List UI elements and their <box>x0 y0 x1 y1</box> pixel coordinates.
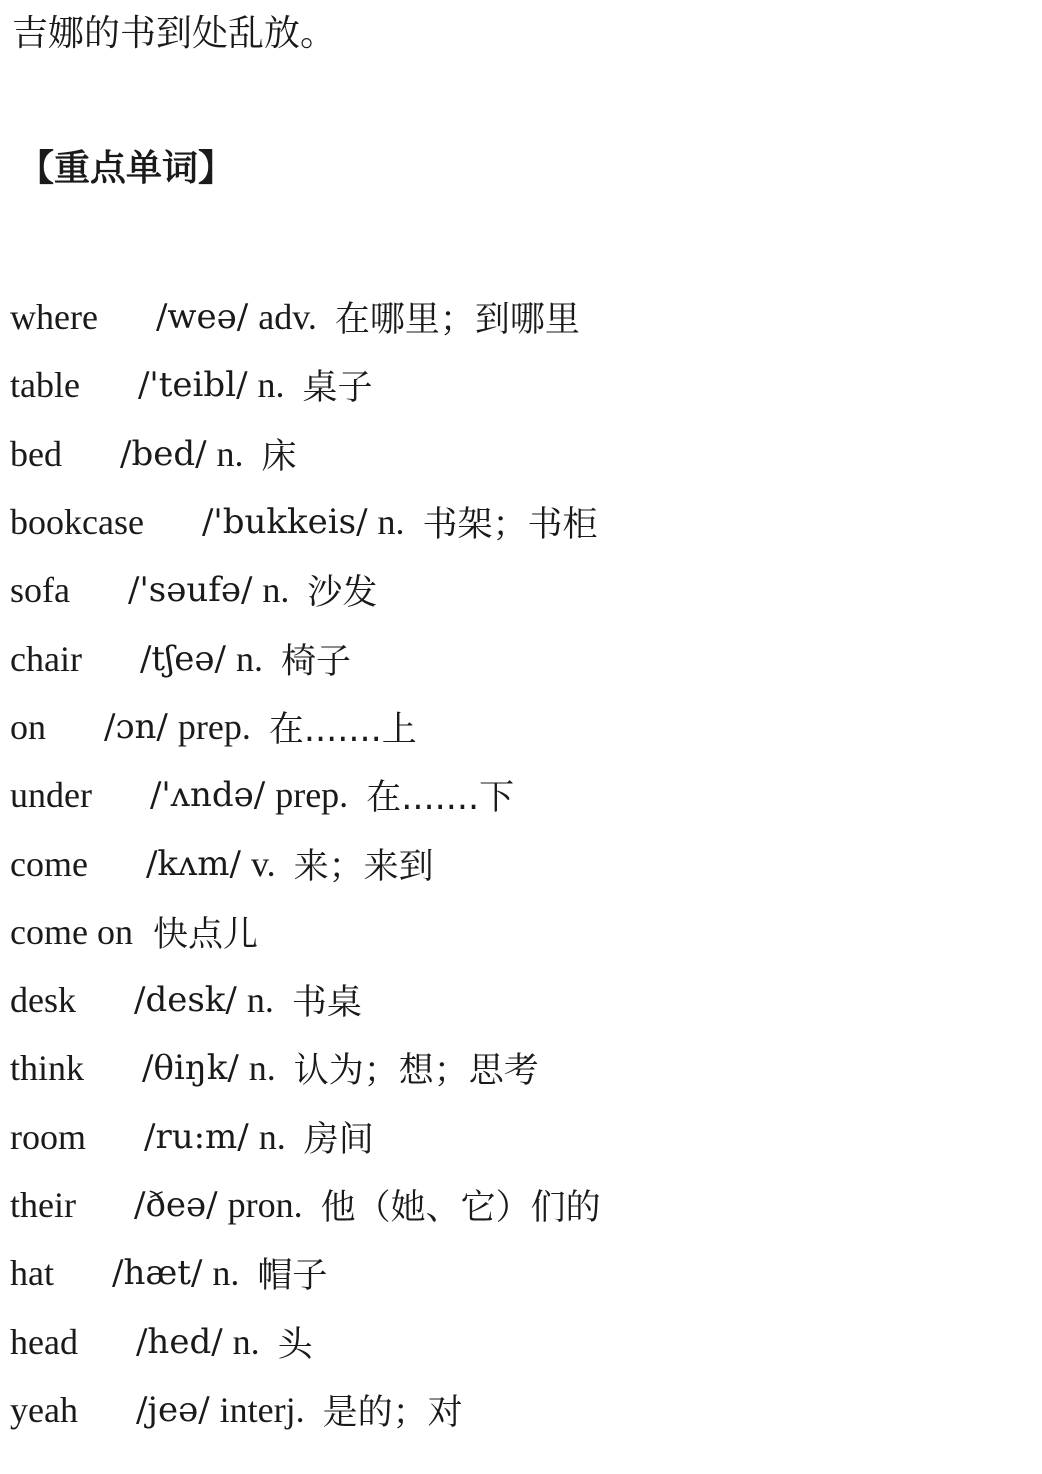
vocab-part-of-speech: n. <box>377 502 405 543</box>
vocab-part-of-speech: n. <box>258 1116 286 1157</box>
vocab-word: hat <box>10 1253 54 1294</box>
vocab-phonetic: /hæt/ <box>111 1253 203 1294</box>
vocab-word: bed <box>10 433 62 474</box>
vocab-row-come <box>10 829 970 897</box>
vocab-row-hat <box>10 1239 970 1307</box>
vocab-phonetic: /bed/ <box>119 433 207 474</box>
vocab-word: chair <box>10 638 82 679</box>
vocab-phonetic: /tʃeə/ <box>139 638 226 679</box>
vocab-part-of-speech: prep. <box>177 706 251 747</box>
vocab-row-where <box>10 283 970 351</box>
intro-sentence: 吉娜的书到处乱放。 <box>12 13 337 54</box>
vocab-word: yeah <box>10 1389 78 1430</box>
vocab-phonetic: /'səufə/ <box>127 570 253 611</box>
vocab-meaning: 书架；书柜 <box>422 505 598 546</box>
vocab-word: come <box>10 843 88 884</box>
vocab-row-sofa <box>10 556 970 624</box>
vocab-row-chair <box>10 624 970 692</box>
vocab-phonetic: /ðeə/ <box>133 1185 218 1225</box>
vocab-part-of-speech: n. <box>246 980 274 1021</box>
vocab-phonetic: /'bukkeis/ <box>201 502 368 543</box>
vocab-word: bookcase <box>10 502 144 543</box>
vocab-word: come on <box>10 911 133 952</box>
vocab-meaning: 头 <box>277 1324 313 1365</box>
vocab-part-of-speech: n. <box>236 638 263 679</box>
vocab-meaning: 房间 <box>303 1119 374 1160</box>
vocab-word: table <box>10 365 80 406</box>
vocab-phonetic: /weə/ <box>155 297 249 338</box>
vocab-meaning: 沙发 <box>307 573 378 614</box>
vocab-part-of-speech: prep. <box>275 775 349 816</box>
vocab-word: head <box>10 1321 78 1362</box>
vocab-word: on <box>10 706 46 747</box>
vocab-phonetic: /desk/ <box>134 980 237 1021</box>
vocab-part-of-speech: adv. <box>258 297 317 338</box>
vocab-word: under <box>10 775 92 816</box>
vocab-part-of-speech: interj. <box>219 1389 305 1430</box>
vocab-phonetic: /hed/ <box>135 1321 223 1362</box>
vocab-part-of-speech: n. <box>257 365 285 406</box>
vocab-part-of-speech: n. <box>212 1253 240 1294</box>
vocab-meaning: 在.......下 <box>366 778 515 819</box>
vocab-part-of-speech: n. <box>216 433 244 474</box>
vocab-meaning: 椅子 <box>281 641 352 682</box>
vocab-row-under <box>10 761 970 829</box>
vocabulary-list <box>10 283 970 1444</box>
vocab-phonetic: /ɔn/ <box>104 706 168 747</box>
vocab-row-table <box>10 351 970 419</box>
vocab-word: desk <box>10 980 76 1021</box>
vocab-phonetic: /θiŋk/ <box>142 1048 239 1089</box>
vocab-word: think <box>10 1048 85 1089</box>
vocab-part-of-speech: n. <box>248 1048 276 1089</box>
vocab-meaning: 在哪里；到哪里 <box>334 300 580 341</box>
vocab-meaning: 是的；对 <box>322 1392 463 1433</box>
vocab-meaning: 帽子 <box>257 1256 328 1297</box>
vocab-row-bed <box>10 420 970 488</box>
vocab-phonetic: /jeə/ <box>135 1389 210 1430</box>
vocab-part-of-speech: n. <box>262 570 290 611</box>
vocab-row-room <box>10 1103 970 1171</box>
vocab-phonetic: /'ʌndə/ <box>149 775 266 816</box>
vocab-row-bookcase <box>10 488 970 556</box>
vocab-part-of-speech: n. <box>232 1321 260 1362</box>
section-title: 【重点单词】 <box>18 148 235 189</box>
vocab-row-desk <box>10 966 970 1034</box>
vocab-meaning: 在.......上 <box>268 709 417 750</box>
vocab-row-their <box>10 1171 970 1239</box>
vocab-row-on <box>10 693 970 761</box>
vocab-row-come-on <box>10 898 970 966</box>
vocab-meaning: 快点儿 <box>152 914 258 955</box>
vocab-word: where <box>10 297 98 338</box>
vocab-meaning: 他（她、它）们的 <box>320 1188 601 1228</box>
vocab-part-of-speech: v. <box>250 843 276 884</box>
vocab-phonetic: /kʌm/ <box>145 843 241 884</box>
vocab-meaning: 书桌 <box>291 983 362 1024</box>
vocab-meaning: 床 <box>261 436 297 477</box>
vocab-word: their <box>10 1185 76 1225</box>
vocab-phonetic: /ru:m/ <box>144 1116 249 1157</box>
vocab-meaning: 认为；想；思考 <box>293 1051 539 1092</box>
vocab-meaning: 来；来到 <box>293 846 434 887</box>
vocab-row-head <box>10 1307 970 1375</box>
vocab-phonetic: /'teibl/ <box>137 365 248 406</box>
vocab-row-think <box>10 1034 970 1102</box>
vocab-word: sofa <box>10 570 70 611</box>
vocab-part-of-speech: pron. <box>227 1185 303 1225</box>
vocab-meaning: 桌子 <box>302 368 373 409</box>
vocab-row-yeah <box>10 1376 970 1444</box>
vocab-word: room <box>10 1116 86 1157</box>
